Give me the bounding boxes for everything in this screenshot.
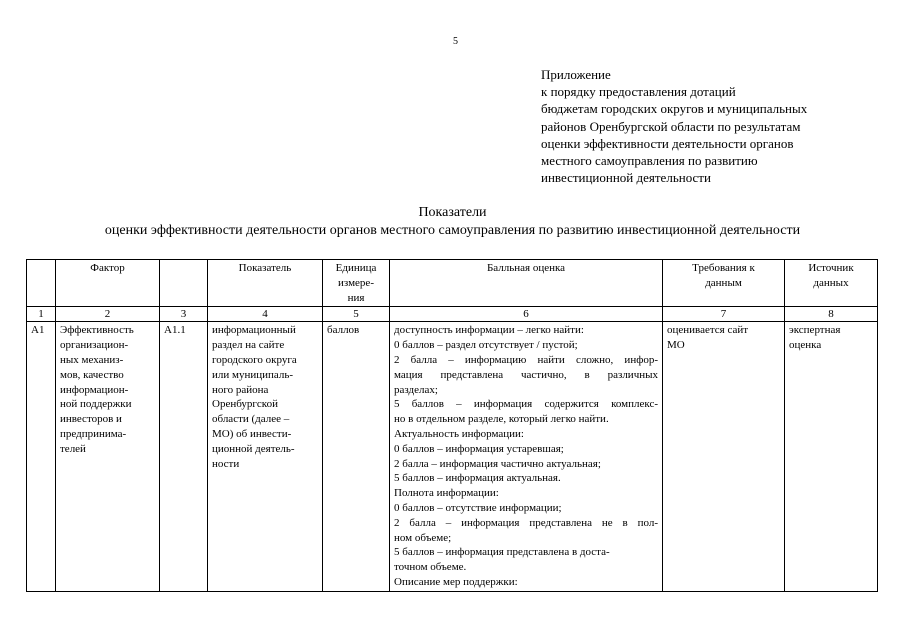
factor-line: организацион- [60, 339, 129, 352]
appendix-line: к порядку предоставления дотаций [541, 84, 736, 100]
factor-line: ных механиз- [60, 353, 124, 366]
indicator-line: Оренбургской [212, 398, 278, 411]
page-number: 5 [453, 36, 458, 47]
header-unit-line: Единица [335, 262, 377, 274]
document-title: Показатели [418, 205, 487, 220]
row-indicator [208, 322, 323, 591]
column-number: 8 [785, 307, 878, 322]
appendix-line: местного самоуправления по развитию [541, 153, 758, 169]
factor-line: Эффективность [60, 324, 134, 337]
document-subtitle: оценки эффективности деятельности органов местного самоуправления по развитию инвестиционной деятельности [104, 223, 801, 238]
row-indicator-code: А1.1 [160, 322, 208, 591]
score-line: Описание мер поддержки: [394, 575, 518, 588]
appendix-line: оценки эффективности деятельности органов [541, 135, 794, 151]
requirements-line: МО [667, 339, 685, 352]
indicators-table [26, 259, 878, 592]
column-number: 7 [663, 307, 785, 322]
header-code [27, 260, 56, 307]
row-factor [56, 322, 160, 591]
source-line: экспертная [789, 324, 841, 337]
score-line: 2 балла – информацию найти сложно, инфор- [394, 353, 658, 366]
indicator-line: городского округа [212, 353, 297, 366]
score-line: доступность информации – легко найти: [394, 324, 584, 337]
factor-line: мов, качество [60, 368, 124, 381]
score-line: 5 баллов – информация представлена в доста- [394, 546, 610, 559]
indicator-line: информационный [212, 324, 296, 337]
row-score [390, 322, 663, 591]
indicator-line: ного района [212, 383, 269, 396]
indicator-line: ности [212, 457, 240, 470]
header-requirements-line: Требования к [692, 262, 755, 274]
header-requirements [663, 260, 785, 307]
header-factor: Фактор [56, 260, 160, 307]
indicator-line: МО) об инвести- [212, 427, 292, 440]
appendix-line: инвестиционной деятельности [541, 170, 711, 186]
appendix-line: районов Оренбургской области по результатам [541, 118, 801, 134]
column-numbers-row [27, 307, 878, 322]
score-line: Актуальность информации: [394, 427, 524, 440]
indicator-line: ционной деятель- [212, 442, 295, 455]
score-line: но в отдельном разделе, который легко найти. [394, 413, 609, 426]
appendix-line: Приложение [541, 67, 611, 82]
factor-line: телей [60, 442, 86, 455]
column-number: 6 [390, 307, 663, 322]
column-number: 5 [323, 307, 390, 322]
score-line: ном объеме; [394, 531, 452, 544]
header-source-line: Источник [808, 262, 854, 274]
column-number: 4 [208, 307, 323, 322]
indicator-line: области (далее – [212, 413, 290, 426]
row-code: А1 [27, 322, 56, 591]
column-number: 2 [56, 307, 160, 322]
source-line: оценка [789, 339, 822, 352]
header-source [785, 260, 878, 307]
table-header-row [27, 260, 878, 307]
score-line: 0 баллов – информация устаревшая; [394, 442, 564, 455]
header-unit-line: ния [347, 291, 365, 304]
score-line: 0 баллов – отсутствие информации; [394, 501, 562, 514]
score-line: 2 балла – информация представлена не в пол- [394, 516, 658, 529]
header-requirements-line: данным [705, 276, 742, 289]
score-line: 0 баллов – раздел отсутствует / пустой; [394, 339, 578, 352]
indicator-line: раздел на сайте [212, 339, 285, 352]
header-unit-line: измере- [338, 276, 374, 289]
factor-line: инвесторов и [60, 413, 122, 426]
requirements-line: оценивается сайт [667, 324, 749, 337]
score-line: 2 балла – информация частично актуальная; [394, 457, 601, 470]
appendix-line: бюджетам городских округов и муниципальных [541, 101, 808, 117]
header-score: Балльная оценка [390, 260, 663, 307]
row-requirements [663, 322, 785, 591]
header-unit [323, 260, 390, 307]
table-row [27, 322, 878, 591]
score-line: точном объеме. [394, 561, 467, 574]
factor-line: предпринима- [60, 427, 127, 440]
row-unit: баллов [323, 322, 390, 591]
score-line: 5 баллов – информация содержится комплекс- [394, 398, 658, 411]
score-line: разделах; [394, 383, 438, 396]
factor-line: ной поддержки [60, 398, 132, 411]
factor-line: информацион- [60, 383, 129, 396]
score-line: мация представлена частично, в различных [394, 368, 658, 381]
column-number: 1 [27, 307, 56, 322]
header-indicator: Показатель [208, 260, 323, 307]
appendix-note [541, 66, 807, 186]
column-number: 3 [160, 307, 208, 322]
header-indicator-code [160, 260, 208, 307]
indicator-line: или муниципаль- [212, 368, 294, 381]
score-line: Полнота информации: [394, 487, 499, 500]
score-line: 5 баллов – информация актуальная. [394, 472, 561, 485]
row-source [785, 322, 878, 591]
header-source-line: данных [813, 276, 849, 289]
